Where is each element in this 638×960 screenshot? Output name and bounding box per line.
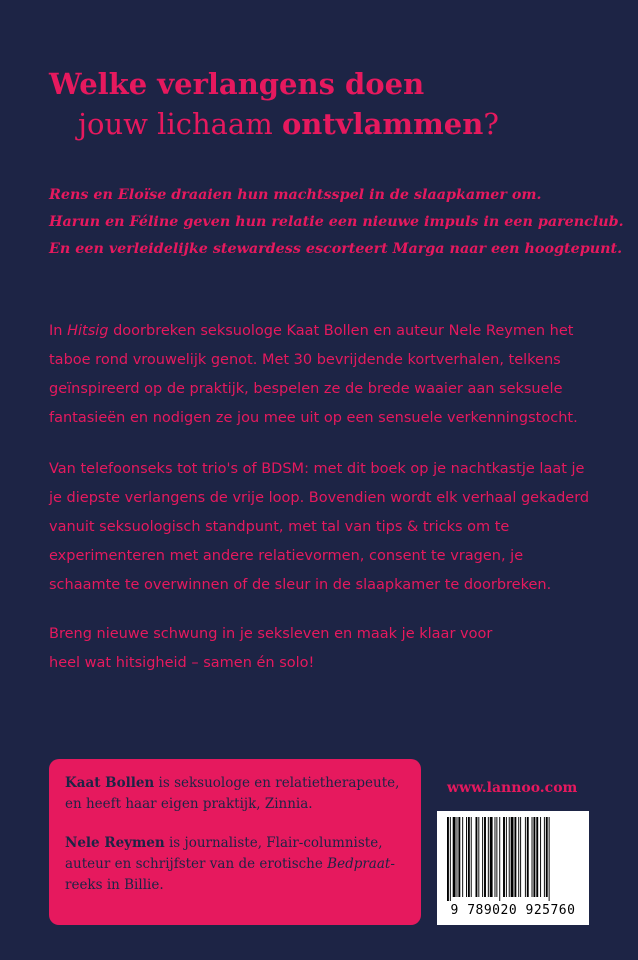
teaser-line: En een verleidelijke stewardess escorteert Marga naar een hoogtepunt.: [49, 241, 623, 257]
paragraph-line: geïnspireerd op de praktijk, bespelen ze de brede waaier aan seksuele: [49, 381, 563, 397]
teaser-line: Harun en Féline geven hun relatie een nieuwe impuls in een parenclub.: [49, 214, 624, 230]
headline-line1: Welke verlangens doen: [49, 67, 425, 101]
publisher-website: www.lannoo.com: [447, 780, 578, 796]
paragraph-line: taboe rond vrouwelijk genot. Met 30 bevrijdende kortverhalen, telkens: [49, 352, 561, 368]
barcode-bar: [527, 817, 529, 897]
barcode-bar: [462, 817, 463, 897]
bio-line: en heeft haar eigen praktijk, Zinnia.: [65, 796, 313, 812]
barcode-bar: [488, 817, 489, 897]
paragraph-line: vanuit seksuologisch standpunt, met tal van tips & tricks om te: [49, 519, 510, 535]
author-bio-box: [49, 759, 421, 925]
description-paragraph-1: [49, 317, 609, 433]
bio-text: auteur en schrijfster van de erotische: [65, 856, 328, 872]
barcode-bar: [476, 817, 478, 897]
barcode-bar: [506, 817, 507, 897]
paragraph-line-prefix: In: [49, 323, 68, 339]
paragraph-line: heel wat hitsigheid – samen én solo!: [49, 655, 315, 671]
barcode-bar: [466, 817, 467, 897]
barcode-bar: [518, 817, 519, 897]
author-bio-nele: [65, 833, 405, 896]
barcode-bar: [536, 817, 538, 897]
author-name: Kaat Bollen: [65, 775, 155, 791]
barcode-bar: [468, 817, 470, 897]
barcode-bar: [532, 817, 533, 897]
paragraph-line: Breng nieuwe schwung in je seksleven en maak je klaar voor: [49, 626, 493, 642]
barcode-bar: [495, 817, 496, 897]
bio-line: [65, 833, 405, 854]
series-title: Bedpraat: [327, 856, 391, 872]
headline-emphasis: ontvlammen: [281, 107, 484, 141]
paragraph-line: Van telefoonseks tot trio's of BDSM: met dit boek op je nachtkastje laat je: [49, 461, 585, 477]
barcode-bar: [533, 817, 535, 897]
paragraph-line: [49, 317, 609, 346]
barcode-bar: [450, 817, 451, 901]
author-name: Nele Reymen: [65, 835, 165, 851]
headline-line2-prefix: jouw lichaam: [78, 107, 282, 141]
barcode-bar: [540, 817, 541, 897]
barcode-bar: [484, 817, 486, 897]
barcode-bar: [503, 817, 505, 897]
headline-line2: [49, 104, 609, 144]
description-paragraph-2: [49, 455, 609, 600]
teaser-line: Rens en Eloïse draaien hun machtsspel in de slaapkamer om.: [49, 187, 542, 203]
paragraph-line: je diepste verlangens de vrije loop. Bovendien wordt elk verhaal gekaderd: [49, 490, 590, 506]
barcode-bar: [453, 817, 456, 897]
barcode-bar: [458, 817, 460, 897]
barcode-bars: [445, 817, 581, 901]
barcode-bar: [482, 817, 483, 897]
bio-line: [65, 773, 405, 794]
barcode-bar: [549, 817, 550, 901]
isbn-barcode: [437, 811, 589, 925]
paragraph-line: schaamte te overwinnen of de sleur in de slaapkamer te doorbreken.: [49, 577, 552, 593]
barcode-bar: [544, 817, 545, 897]
bio-line: reeks in Billie.: [65, 877, 164, 893]
isbn-digits: 9 789020 925760: [450, 903, 576, 918]
barcode-bar: [478, 817, 479, 897]
barcode-bar: [496, 817, 497, 897]
teaser-text: [49, 182, 624, 263]
barcode-bar: [509, 817, 510, 897]
barcode-bar: [447, 817, 449, 901]
barcode-bar: [471, 817, 472, 897]
bio-text: -: [390, 856, 395, 872]
bio-text: is seksuologe en relatietherapeute,: [154, 775, 400, 791]
bio-text: is journaliste, Flair-columniste,: [164, 835, 383, 851]
barcode-bar: [490, 817, 493, 897]
barcode-bar: [457, 817, 458, 897]
barcode-bar: [520, 817, 521, 897]
bio-line: [65, 854, 405, 875]
headline: [49, 64, 609, 144]
paragraph-line: experimenteren met andere relatievormen, consent te vragen, je: [49, 548, 524, 564]
barcode-bar: [525, 817, 526, 897]
paragraph-line-suffix: doorbreken seksuologe Kaat Bollen en auteur Nele Reymen het: [108, 323, 574, 339]
description-paragraph-3: [49, 620, 609, 678]
barcode-bar: [546, 817, 548, 897]
headline-line2-suffix: ?: [483, 107, 499, 141]
book-title: Hitsig: [67, 323, 109, 339]
barcode-bar: [511, 817, 514, 897]
barcode-bar: [514, 817, 516, 897]
barcode-bar: [499, 817, 500, 901]
author-bio-kaat: [65, 773, 405, 815]
paragraph-line: fantasieën en nodigen ze jou mee uit op een sensuele verkenningstocht.: [49, 410, 578, 426]
